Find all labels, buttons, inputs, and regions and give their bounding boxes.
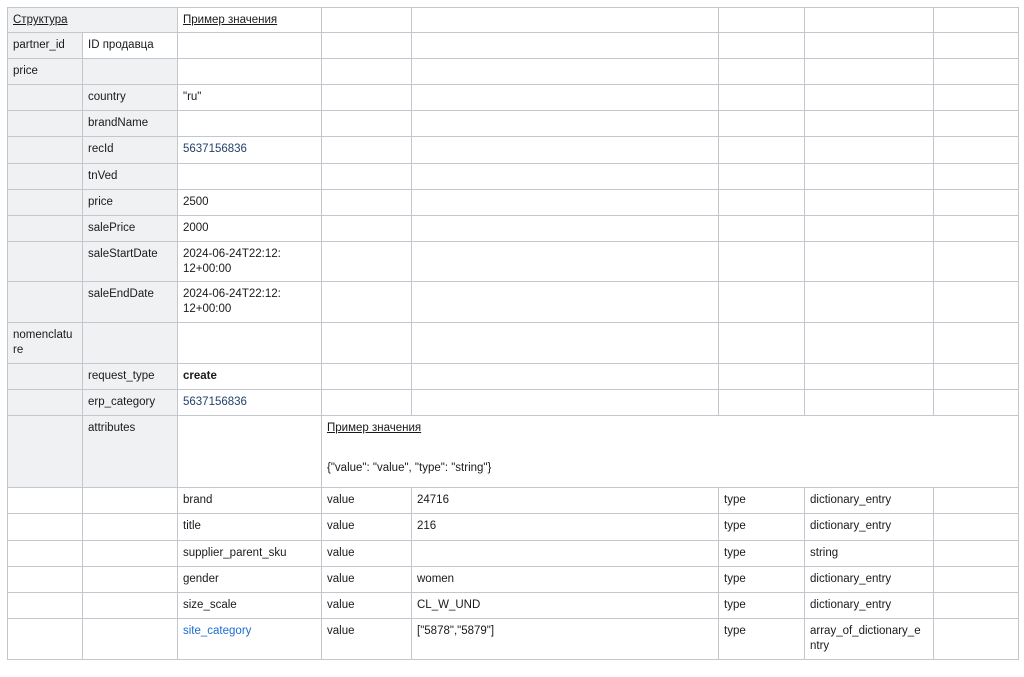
- attr-value: CL_W_UND: [412, 593, 719, 619]
- value-brandname: [178, 111, 322, 137]
- attr-name: supplier_parent_sku: [178, 541, 322, 567]
- attr-type-label: type: [719, 514, 805, 541]
- attributes-example-value: {"value": "value", "type": "string"}: [327, 462, 492, 474]
- attr-type-label: type: [719, 593, 805, 619]
- table-header-row: [8, 8, 1019, 33]
- table-row: [8, 85, 1019, 111]
- table-row: [8, 164, 1019, 190]
- attr-type: dictionary_entry: [805, 593, 934, 619]
- attr-type: dictionary_entry: [805, 514, 934, 541]
- attr-value: ["5878","5879"]: [412, 619, 719, 660]
- attr-type-label: type: [719, 567, 805, 593]
- field-recid: recId: [83, 137, 178, 164]
- value-price: 2500: [178, 190, 322, 216]
- header-structure-label: Структура: [13, 14, 68, 26]
- value-recid: 5637156836: [178, 137, 322, 164]
- value-salestartdate: [178, 242, 322, 282]
- attributes-example: [322, 416, 1019, 488]
- field-saleenddate: saleEndDate: [83, 282, 178, 323]
- key-partner-id: partner_id: [8, 33, 83, 59]
- table-row: [8, 216, 1019, 242]
- attributes-example-header: Пример значения: [327, 422, 422, 434]
- field-request-type: request_type: [83, 364, 178, 390]
- value-saleenddate: [178, 282, 322, 323]
- attr-value-label: value: [322, 541, 412, 567]
- field-brandname: brandName: [83, 111, 178, 137]
- table-row: [8, 514, 1019, 541]
- attr-type: [805, 619, 934, 660]
- key-nomenclature: [8, 323, 83, 364]
- attr-value-label: value: [322, 567, 412, 593]
- partner-id-description: ID продавца: [83, 33, 178, 59]
- field-price: price: [83, 190, 178, 216]
- attr-value: [412, 541, 719, 567]
- attr-name: size_scale: [178, 593, 322, 619]
- key-nomenclature-line2: re: [13, 344, 24, 356]
- attr-type-line2: ntry: [810, 640, 830, 652]
- attr-type-label: type: [719, 541, 805, 567]
- table-row: [8, 593, 1019, 619]
- table-row: [8, 59, 1019, 85]
- table-row: [8, 567, 1019, 593]
- table-row: [8, 390, 1019, 416]
- header-structure: [8, 8, 178, 33]
- value-request-type: create: [178, 364, 322, 390]
- header-example: [178, 8, 322, 33]
- field-country: country: [83, 85, 178, 111]
- structure-table: [7, 7, 1019, 660]
- header-example-label: Пример значения: [183, 14, 278, 26]
- attr-type: dictionary_entry: [805, 567, 934, 593]
- attr-value: 24716: [412, 488, 719, 514]
- attr-type: dictionary_entry: [805, 488, 934, 514]
- attr-name-link[interactable]: site_category: [178, 619, 322, 660]
- table-row: [8, 111, 1019, 137]
- attr-type-label: type: [719, 619, 805, 660]
- table-row: [8, 416, 1019, 488]
- attr-name: title: [178, 514, 322, 541]
- attr-value-label: value: [322, 488, 412, 514]
- table-row: [8, 323, 1019, 364]
- key-price: price: [8, 59, 83, 85]
- attr-value: 216: [412, 514, 719, 541]
- table-row: [8, 364, 1019, 390]
- table-row: [8, 488, 1019, 514]
- field-attributes: attributes: [83, 416, 178, 488]
- attr-type: string: [805, 541, 934, 567]
- value-salestartdate-line1: 2024-06-24T22:12:: [183, 248, 281, 260]
- value-country: "ru": [178, 85, 322, 111]
- value-salestartdate-line2: 12+00:00: [183, 263, 232, 275]
- table-row: [8, 242, 1019, 282]
- field-tnved: tnVed: [83, 164, 178, 190]
- attr-type-line1: array_of_dictionary_e: [810, 625, 921, 637]
- value-erp-category: 5637156836: [178, 390, 322, 416]
- field-erp-category: erp_category: [83, 390, 178, 416]
- attr-type-label: type: [719, 488, 805, 514]
- table-row: [8, 541, 1019, 567]
- table-row: [8, 619, 1019, 660]
- value-tnved: [178, 164, 322, 190]
- value-saleenddate-line2: 12+00:00: [183, 303, 232, 315]
- field-salestartdate: saleStartDate: [83, 242, 178, 282]
- table-row: [8, 137, 1019, 164]
- attr-name: brand: [178, 488, 322, 514]
- value-saleprice: 2000: [178, 216, 322, 242]
- value-saleenddate-line1: 2024-06-24T22:12:: [183, 288, 281, 300]
- table-row: [8, 33, 1019, 59]
- table-row: [8, 282, 1019, 323]
- field-saleprice: salePrice: [83, 216, 178, 242]
- attr-name: gender: [178, 567, 322, 593]
- key-nomenclature-line1: nomenclatu: [13, 329, 73, 341]
- attr-value-label: value: [322, 619, 412, 660]
- attr-value-label: value: [322, 514, 412, 541]
- attr-value-label: value: [322, 593, 412, 619]
- attr-value: women: [412, 567, 719, 593]
- table-row: [8, 190, 1019, 216]
